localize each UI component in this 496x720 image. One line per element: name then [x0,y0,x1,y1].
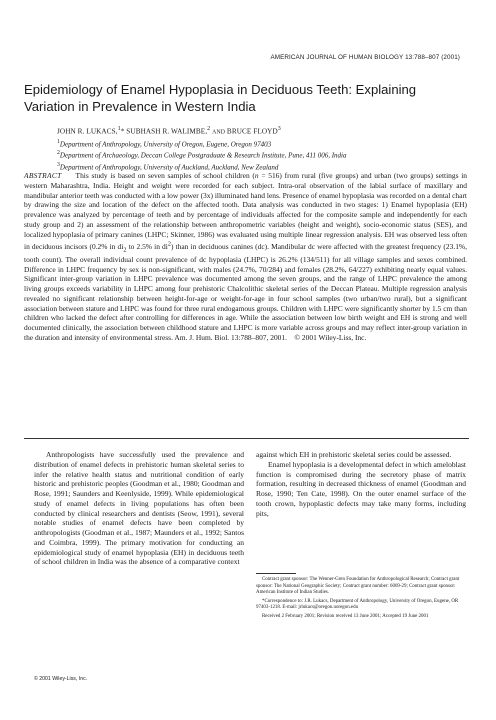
abstract-text: This study is based on seven samples of school children (n = 516) from rural (five groups) and urban (two groups) settings in western Maharashtra, India. Height and weight were recorded for each subject. Intra-oral observation of the labial surface of maxillary and mandibular anterior teeth was conducted with a low power (3x) illuminated hand lens. Presence of enamel hypoplasia was recorded on a dental chart by drawing the size and location of the defect on the affected tooth. Data analysis was conducted in two stages: 1) Enamel hypoplasia (EH) prevalence was analyzed by percentage of teeth and by percentage of individuals affected for the composite sample and independently for each study group and 2) an assessment of the relationship between anthropometric variables (height and weight), socio-economic status (SES), and localized hypoplasia of primary canines (LHPC; Skinner, 1986) was evaluated using multiple linear regression analysis. EH was observed less often in deciduous incisors (0.2% in $di_2$ to 2.5% in $di^2$) than in deciduous canines (dc). Mandibular dc were affected with the greatest frequency (23.1%, tooth count). The overall individual count prevalence of dc hypoplasia (LHPC) is 26.2% (134/511) for all village samples and sexes combined. Difference in LHPC frequency by sex is non-significant, with males (24.7%, 70/284) and females (28.2%, 64/227) exhibiting nearly equal values. Significant inter-group variation in LHPC prevalence was documented among the seven groups, and the range of LHPC prevalence the among living groups exceeds variability in LHPC among four prehistoric Chalcolithic skeletal series of the Deccan Plateau. Multiple regression analysis revealed no significant relationship between height-for-age or weight-for-age in four school samples (two urban/two rural), but a significant association between stature and LHPC was found for three rural endogamous groups. Children with LHPC were significantly shorter by 1.5 cm than children who lacked the defect after controlling for differences in age. While the association between low birth weight and EH is strong and well documented clinically, the association between childhood stature and LHPC is more variable across groups and may reflect inter-group variation in the duration and intensity of environmental stress. Am. J. Hum. Biol. 13:788–807, 2001. © 2001 Wiley-Liss, Inc. [24,171,467,342]
affiliation-2: $^2$Department of Archaeology, Deccan College Postgraduate & Research Institute, Pune, 411 006, India [57,150,347,160]
author-names: JOHN R. LUKACS,$^1$* SUBHASH R. WALIMBE,$^2$ AND BRUCE FLOYD$^3$ [57,126,281,136]
body-column-right: against which EH in prehistoric skeletal series could be assessed. Enamel hypoplasia is a developmental defect in which ameloblast function is compromised during the secretory phase of matrix formation, resulting in decreased thickness of enamel (Goodman and Rose, 1990; Ten Cate, 1998). On the outer enamel surface of the tooth crown, hypoplastic defects may take many forms, including pits, [256,450,466,518]
affiliation-3: $^3$Department of Anthropology, University of Auckland, Auckland, New Zealand [57,161,279,171]
intro-paragraph: Anthropologists have successfully used the prevalence and distribution of enamel defects in prehistoric human skeletal series to infer the relative health status and nutritional condition of early historic and prehistoric peoples (Goodman et al., 1980; Goodman and Rose, 1991; Saunders and Keenlyside, 1999). While epidemiological study of enamel defects in living populations has often been conducted by clinical researchers and dentists (Seow, 1991), several notable studies of enamel defects have been completed by anthropologists (Goodman et al., 1987; Maunders et al., 1992; Santos and Coimbra, 1999). The primary motivation for conducting an epidemiological study of enamel hypoplasia (EH) in deciduous teeth of school children in India was the absence of a comparative context [34,450,244,567]
footnotes: Contract grant sponsor: The Wenner-Gren Foundation for Anthropological Research; Contract grant sponsor: The National Geographic Society; Contract grant number: 6069-29; Contract grant sponsor: American Institute of Indian Studies. *Correspondence to: J.R. Lukacs, Department of Anthropology, University of Oregon, Eugene, OR 97403-1218. E-mail: jrlukacs@oregon.uoregon.edu Received 2 February 2001; Revision received 13 June 2001; Accepted 19 June 2001 [256,577,460,619]
article-title: Epidemiology of Enamel Hypoplasia in Deciduous Teeth: Explaining Variation in Prevalence in Western India [24,82,417,114]
section-divider [24,438,469,439]
footnote-divider [256,573,296,574]
affiliation-1: $^1$Department of Anthropology, University of Oregon, Eugene, Oregon 97403 [57,138,272,148]
abstract [24,171,467,343]
body-column-left [34,450,244,567]
author-block [57,125,457,172]
running-header: AMERICAN JOURNAL OF HUMAN BIOLOGY 13:788–807 (2001) [270,54,460,61]
abstract-label: ABSTRACT [24,171,62,180]
copyright-notice: © 2001 Wiley-Liss, Inc. [34,676,88,682]
